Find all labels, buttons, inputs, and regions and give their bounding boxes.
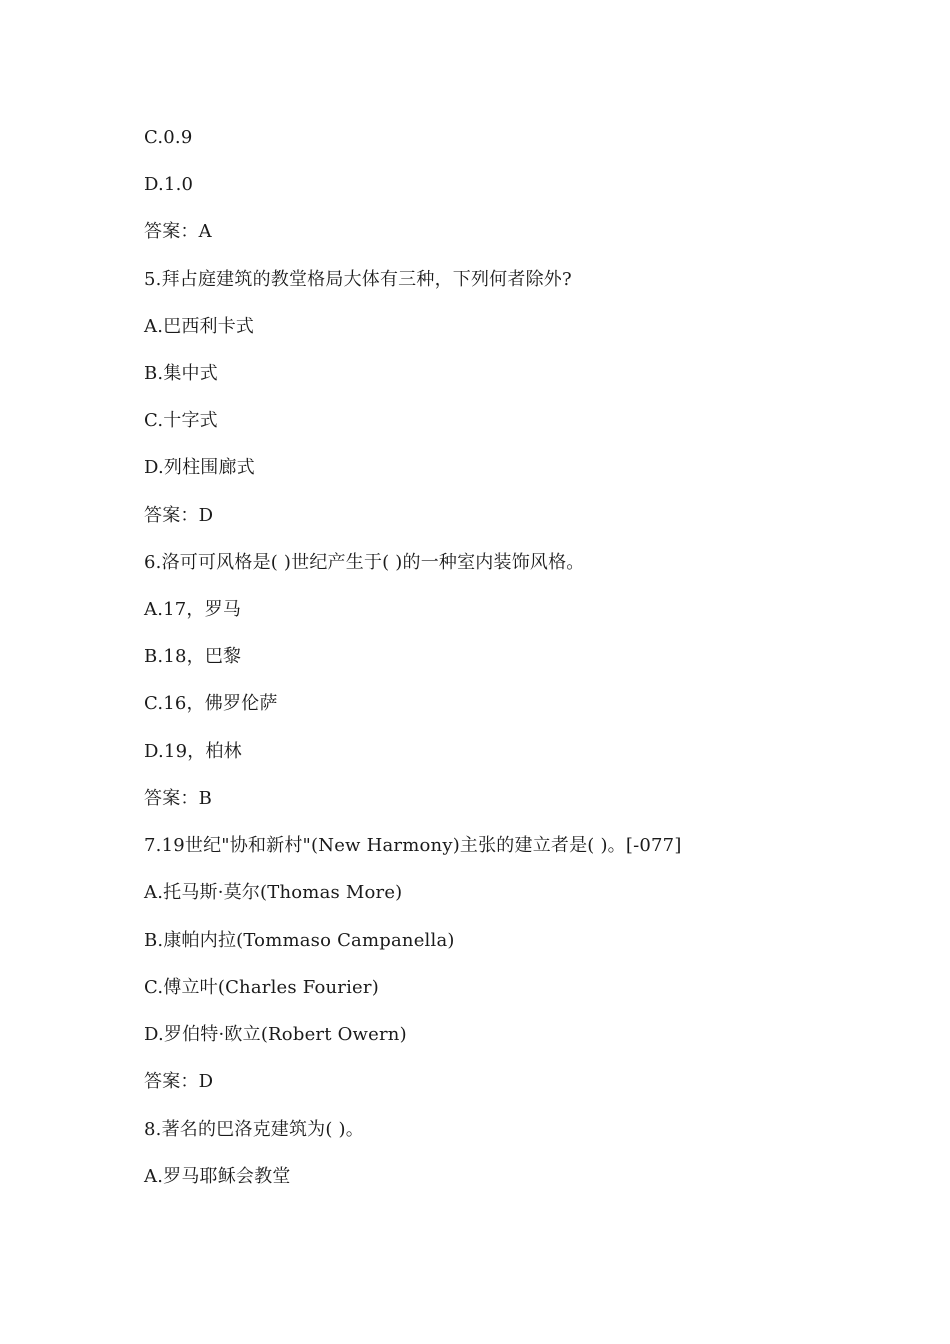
option-b-q7: B.康帕内拉(Tommaso Campanella): [144, 930, 455, 951]
question-5: 5.拜占庭建筑的教堂格局大体有三种，下列何者除外?: [144, 269, 572, 290]
answer-q5: 答案：D: [144, 505, 214, 526]
option-c-q4: C.0.9: [144, 127, 193, 148]
question-8: 8.著名的巴洛克建筑为( )。: [144, 1119, 364, 1140]
answer-q7: 答案：D: [144, 1071, 214, 1092]
option-d-q7: D.罗伯特·欧立(Robert Owern): [144, 1024, 407, 1045]
answer-q4: 答案：A: [144, 221, 212, 242]
question-7: 7.19世纪"协和新村"(New Harmony)主张的建立者是( )。[-077]: [144, 835, 682, 856]
option-c-q5: C.十字式: [144, 410, 218, 431]
option-a-q8: A.罗马耶稣会教堂: [144, 1166, 291, 1187]
option-a-q5: A.巴西利卡式: [144, 316, 255, 337]
option-b-q5: B.集中式: [144, 363, 218, 384]
option-d-q5: D.列柱围廊式: [144, 457, 255, 478]
option-a-q7: A.托马斯·莫尔(Thomas More): [144, 882, 403, 903]
answer-q6: 答案：B: [144, 788, 213, 809]
option-b-q6: B.18，巴黎: [144, 646, 242, 667]
question-6: 6.洛可可风格是( )世纪产生于( )的一种室内装饰风格。: [144, 552, 585, 573]
option-d-q4: D.1.0: [144, 174, 194, 195]
option-d-q6: D.19，柏林: [144, 741, 242, 762]
option-a-q6: A.17，罗马: [144, 599, 242, 620]
option-c-q6: C.16，佛罗伦萨: [144, 693, 278, 714]
option-c-q7: C.傅立叶(Charles Fourier): [144, 977, 379, 998]
